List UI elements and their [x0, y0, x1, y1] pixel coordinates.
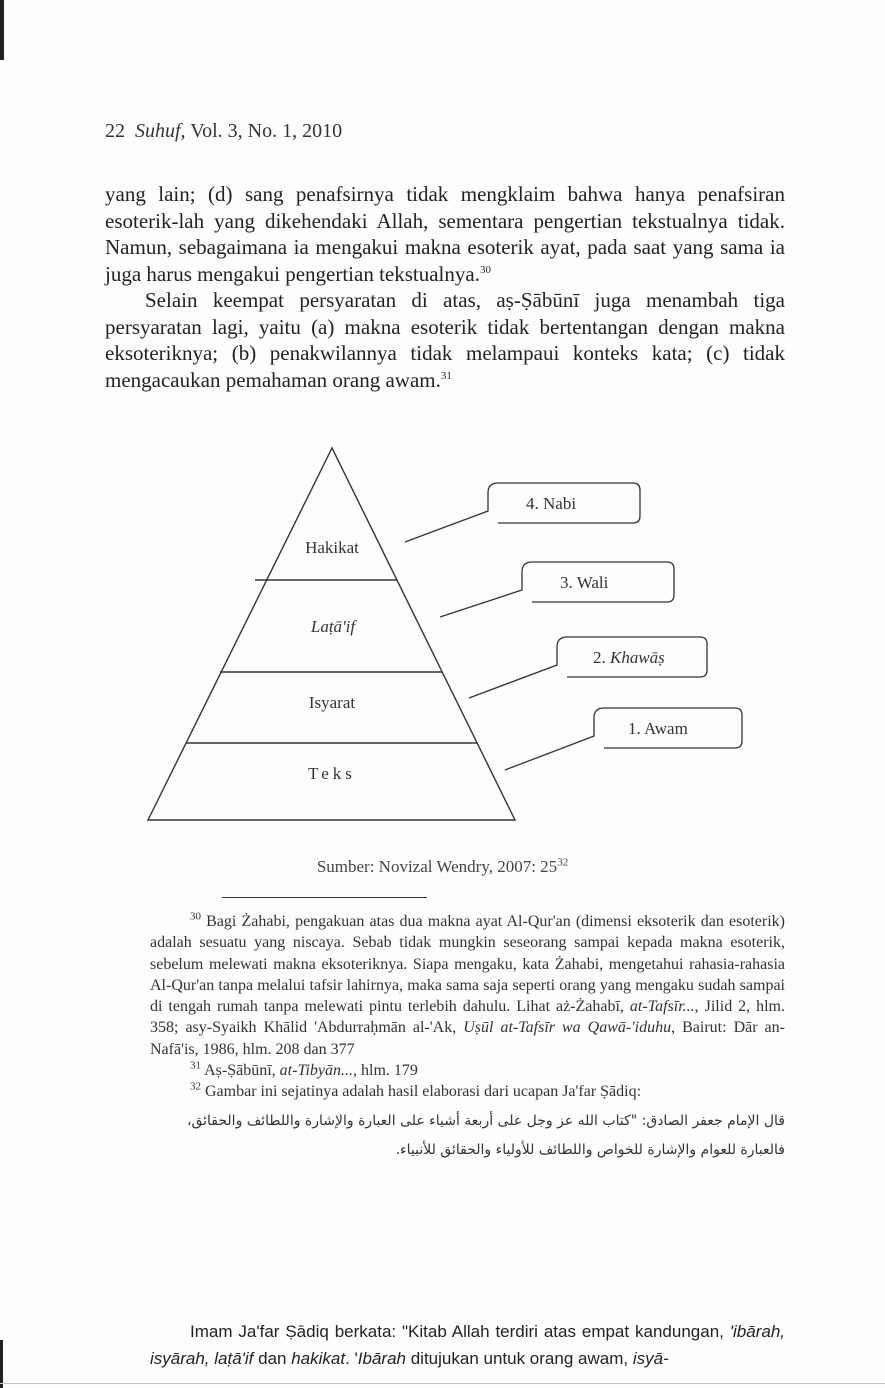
callout-nabi: 4. Nabi: [526, 494, 577, 513]
footnote-32: $^{32}$ Gambar ini sejatinya adalah hasil elaborasi dari ucapan Ja'far Ṣādiq:: [190, 1081, 642, 1101]
callout-khawas: 2. Khawāṣ: [593, 648, 665, 667]
translation-paragraph: Imam Ja'far Ṣādiq berkata: "Kitab Allah terdiri atas empat kandungan, 'ibārah, isyārah, laṭā'if dan hakikat. 'Ibārah ditujukan untuk orang awam, isyā-: [150, 1322, 785, 1368]
level-isyarat: Isyarat: [308, 693, 356, 712]
paragraph-2: Selain keempat persyaratan di atas, aṣ-Ṣābūnī juga menambah tiga persyaratan lagi, yaitu (a) makna esoterik tidak bertentangan dengan makna eksoteriknya; (b) penakwilannya tidak melampaui konteks kata; (c) tidak mengacaukan pemahaman orang awam.$^{31}$: [105, 288, 785, 392]
level-teks: Teks: [308, 764, 356, 783]
level-hakikat: Hakikat: [305, 538, 359, 557]
footnotes: [150, 911, 785, 1161]
journal-title: Suhuf,: [135, 120, 186, 142]
arabic-quote-line-1: قال الإمام جعفر الصادق: "كتاب الله عز وجل على أربعة أشياء على العبارة والإشارة واللطائف والحقائق،: [186, 1112, 785, 1129]
pyramid-diagram: [0, 440, 885, 840]
callout-shapes: [405, 483, 742, 770]
footnote-ref-30[interactable]: 30: [479, 263, 491, 276]
figure-source: Sumber: Novizal Wendry, 2007: $25^{32}$: [316, 856, 569, 876]
arabic-quote-line-2: فالعبارة للعوام والإشارة للخواص واللطائف للأولياء والحقائق للأنبياء.: [395, 1141, 785, 1158]
paragraph-1: yang lain; (d) sang penafsirnya tidak mengklaim bahwa hanya penafsiran esoterik-lah yang dikehendaki Allah, sementara pengertian tekstualnya tidak. Namun, sebagaimana ia mengakui makna esoterik ayat, pada saat yang sama ia juga harus mengakui pengertian tekstualnya.$^{30}$: [105, 182, 785, 286]
volume-info: Vol. 3, No. 1, 2010: [190, 120, 343, 142]
running-header: [105, 120, 342, 143]
callout-wali-bubble: [440, 562, 674, 617]
callout-nabi-bubble: [405, 483, 640, 542]
footnote-ref-31[interactable]: 31: [440, 369, 452, 382]
callout-awam-bubble: [505, 708, 742, 770]
page-number: 22: [105, 120, 125, 142]
callout-khawas-bubble: [469, 637, 707, 698]
scan-edge-mark: [0, 0, 4, 60]
callout-wali: 3. Wali: [560, 573, 609, 592]
scan-edge-mark-bottom: [0, 1340, 3, 1388]
footnote-ref-32[interactable]: 32: [557, 856, 569, 869]
level-lataif: Laṭā'if: [310, 617, 356, 636]
footnote-30: $^{30}$ Bagi Żahabi, pengakuan atas dua makna ayat Al-Qur'an (dimensi eksoterik dan esoterik) adalah sesuatu yang niscaya. Sebab tidak mungkin seseorang sampai kepada makna esoterik, sebelum melewati makna eksoteriknya. Siapa mengaku, kata Żahabi, mengetahui rahasia-rahasia Al-Qur'an tanpa melalui tafsir lahirnya, maka sama saja seperti orang yang mengaku sudah sampai di tengah rumah tanpa melewati pintu terlebih dahulu. Lihat aż-Żahabī, at-Tafsīr..., Jilid 2, hlm. 358; asy-Syaikh Khālid 'Abdurraḥmān al-'Ak, Uṣūl at-Tafsīr wa Qawā-'iduhu, Bairut: Dār an-Nafā'is, 1986, hlm. 208 dan 377: [150, 910, 786, 1058]
footnote-31: $^{31}$ Aṣ-Ṣābūnī, at-Tibyān..., hlm. 179: [190, 1059, 418, 1080]
main-text: [105, 181, 785, 393]
callout-awam: 1. Awam: [628, 719, 688, 738]
page-bottom-edge: [0, 1383, 885, 1384]
footnote-separator: [222, 897, 427, 898]
